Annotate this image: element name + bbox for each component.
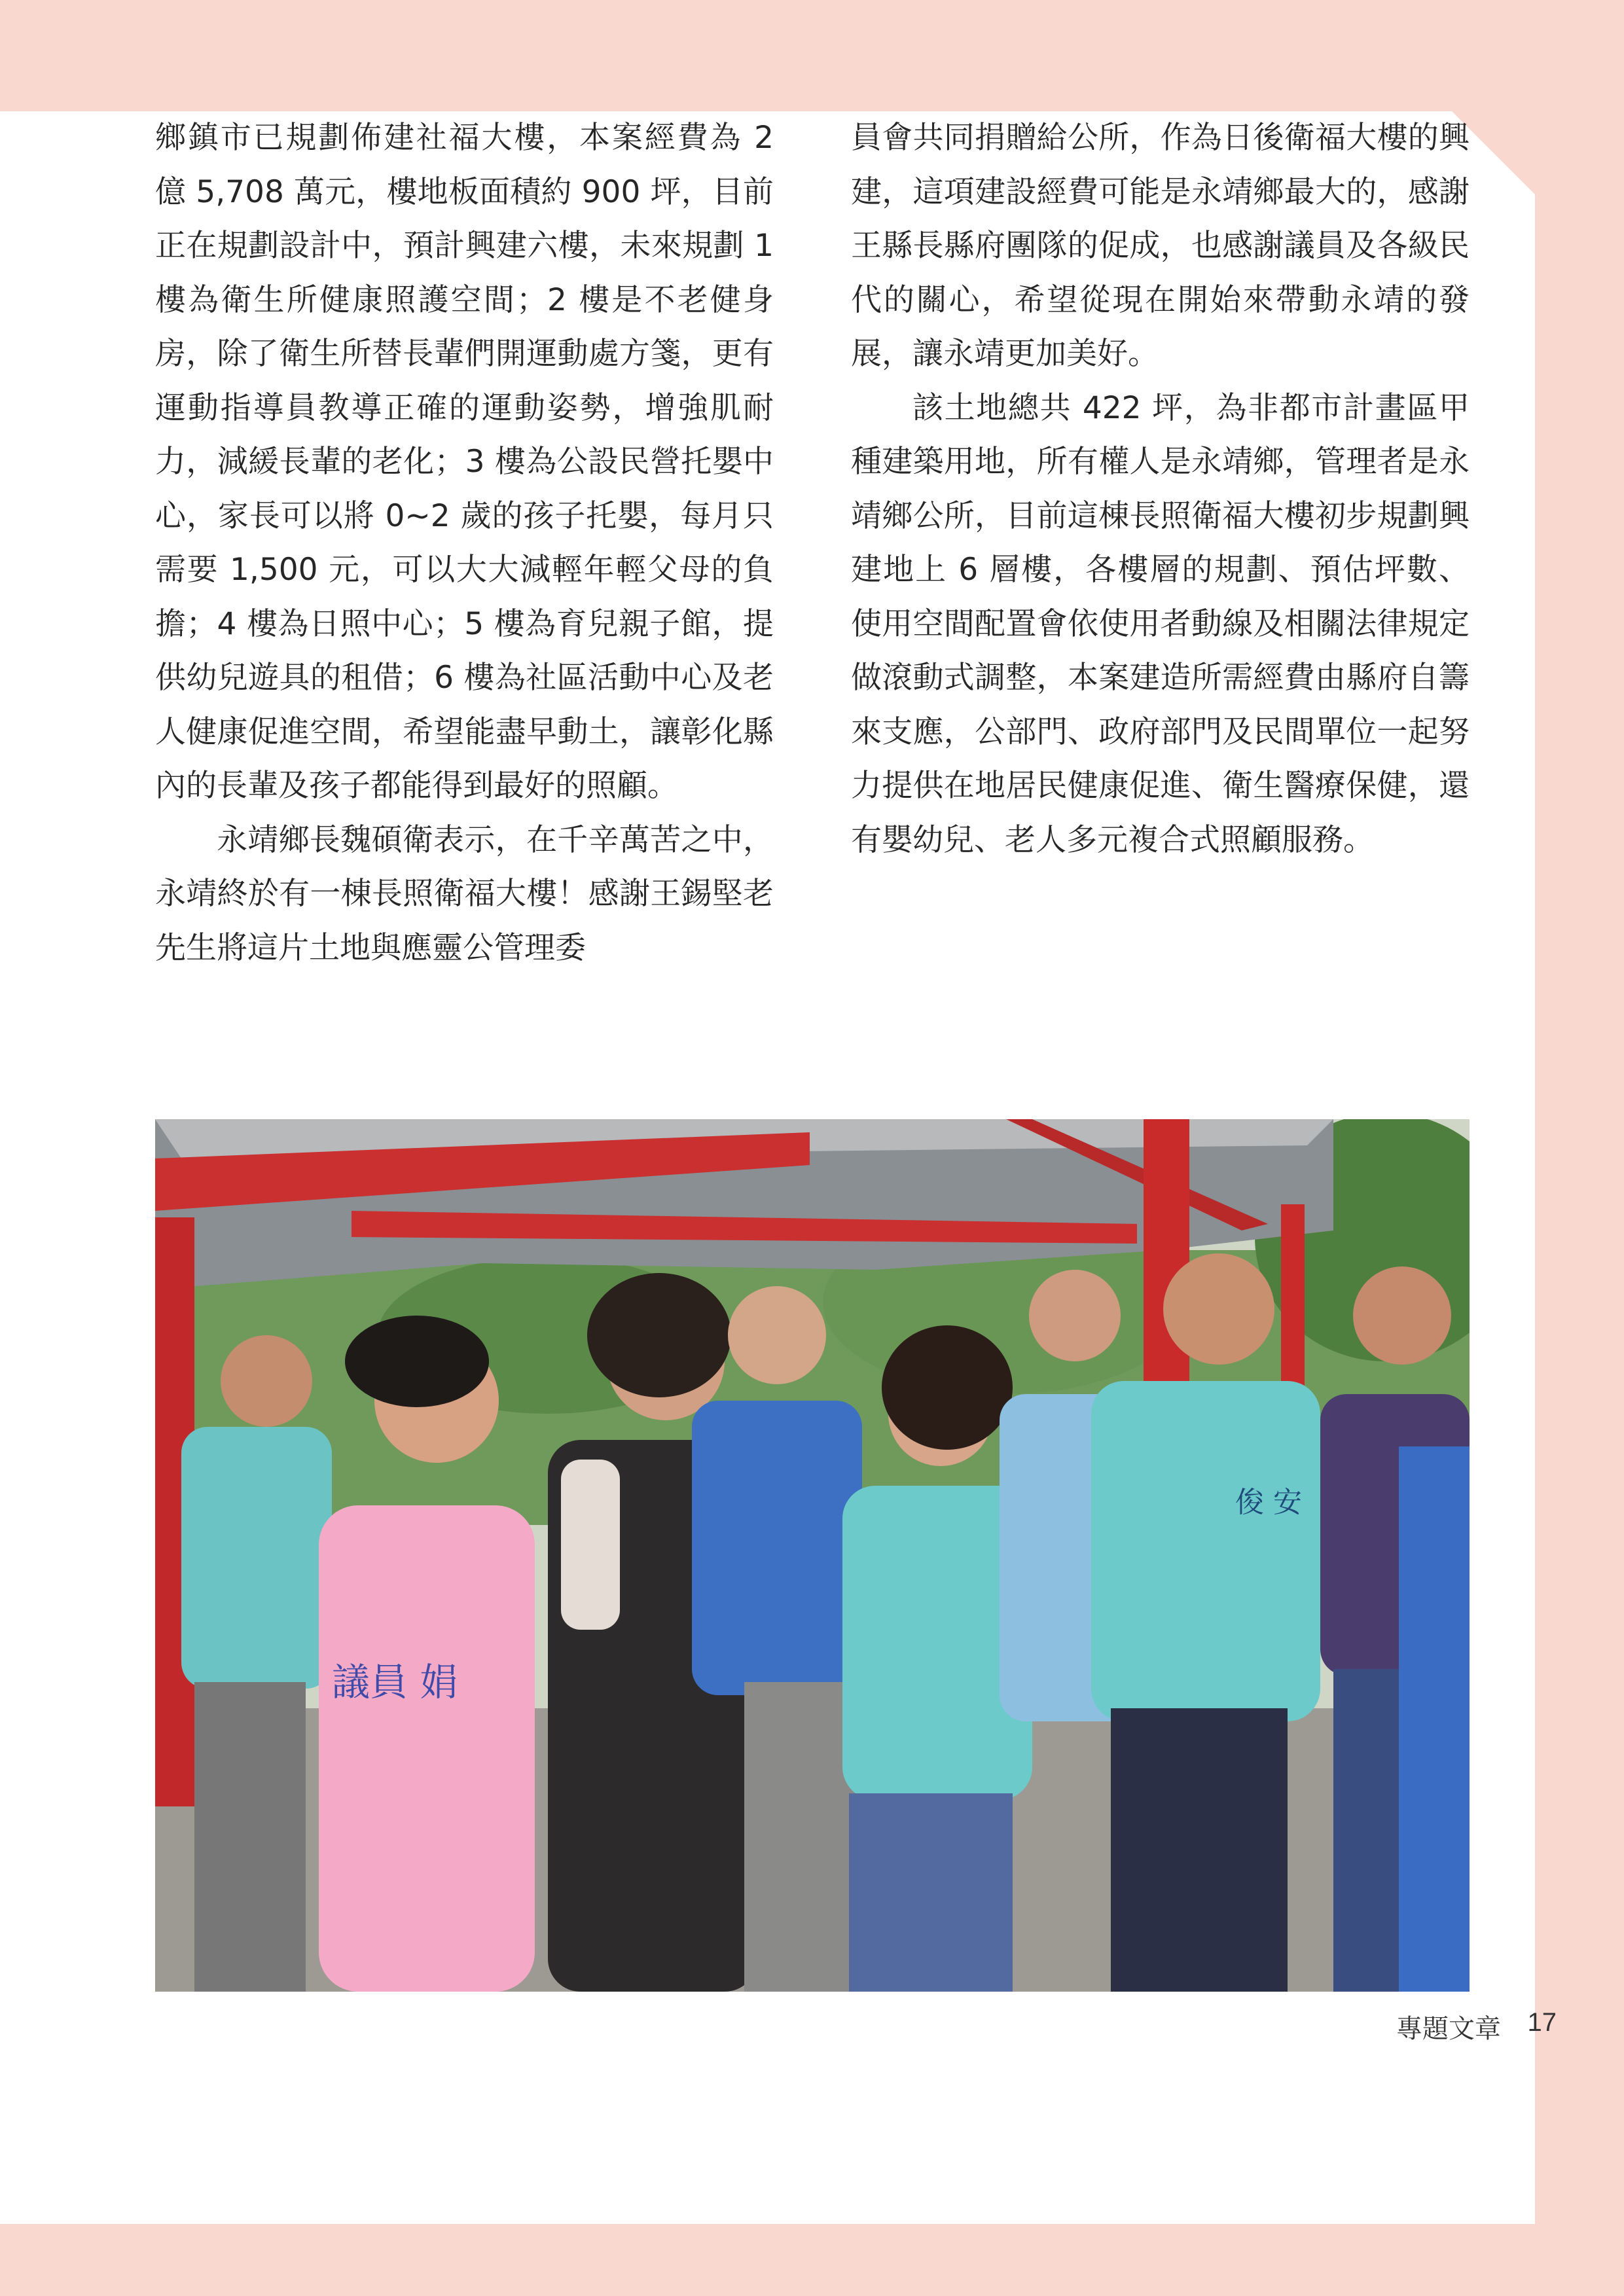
article-column-right xyxy=(851,111,1470,867)
article-column-left xyxy=(155,111,774,975)
paragraph: 鄉鎮市已規劃佈建社福大樓，本案經費為 2 億 5,708 萬元，樓地板面積約 900 坪，目前正在規劃設計中，預計興建六樓，未來規劃 1 樓為衛生所健康照護空間；2 樓是不老健身房，除了衛生所替長輩們開運動處方箋，更有運動指導員教導正確的運動姿勢，增強肌耐力，減緩長輩的老化；3 樓為公設民營托嬰中心，家長可以將 0~2 歲的孩子托嬰，每月只需要 1,500 元，可以大大減輕年輕父母的負擔；4 樓為日照中心；5 樓為育兒親子館，提供幼兒遊具的租借；6 樓為社區活動中心及老人健康促進空間，希望能盡早動土，讓彰化縣內的長輩及孩子都能得到最好的照顧。 xyxy=(155,120,774,804)
vest-text-left: 議員 娟 xyxy=(332,1660,458,1704)
event-photo xyxy=(155,1119,1470,1992)
section-label: 專題文章 xyxy=(1396,2014,1501,2044)
page-number: 17 xyxy=(1527,2008,1557,2037)
paragraph: 永靖鄉長魏碩衛表示，在千辛萬苦之中，永靖終於有一棟長照衛福大樓！感謝王錫堅老先生將這片土地與應靈公管理委 xyxy=(155,821,774,966)
paragraph: 員會共同捐贈給公所，作為日後衛福大樓的興建，這項建設經費可能是永靖鄉最大的，感謝王縣長縣府團隊的促成，也感謝議員及各級民代的關心，希望從現在開始來帶動永靖的發展，讓永靖更加美好。 xyxy=(851,120,1470,372)
vest-text-right: 俊 安 xyxy=(1235,1486,1302,1519)
paragraph: 該土地總共 422 坪，為非都市計畫區甲種建築用地，所有權人是永靖鄉，管理者是永靖鄉公所，目前這棟長照衛福大樓初步規劃興建地上 6 層樓，各樓層的規劃、預估坪數、使用空間配置會依使用者動線及相關法律規定做滾動式調整，本案建造所需經費由縣府自籌來支應，公部門、政府部門及民間單位一起努力提供在地居民健康促進、衛生醫療保健，還有嬰幼兒、老人多元複合式照顧服務。 xyxy=(851,389,1470,858)
